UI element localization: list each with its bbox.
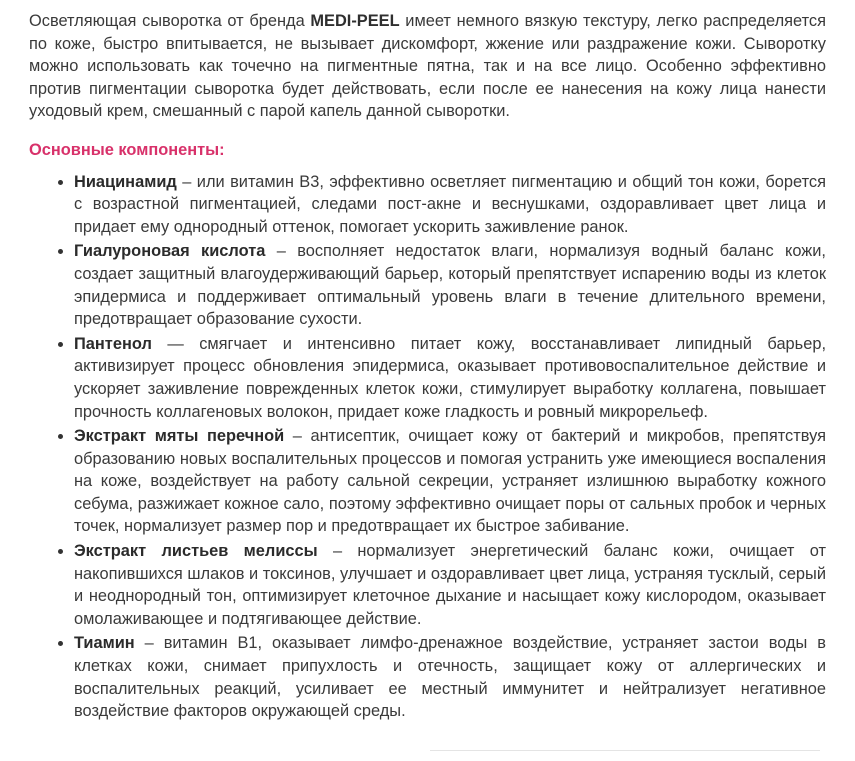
list-item: [74, 171, 826, 239]
component-name: Гиалуроновая кислота: [74, 242, 266, 261]
component-description: – нормализует энергетический баланс кожи, очищает от накопившихся шлаков и токсинов, улучшает и оздоравливает цвет лица, устраняя тусклый, серый и неоднородный тон, оптимизирует клеточное дыхание и насыщает кожу кислородом, оказывает омолаживающее и подтягивающее действие.: [74, 542, 826, 628]
component-name: Экстракт листьев мелиссы: [74, 542, 318, 561]
component-name: Экстракт мяты перечной: [74, 427, 285, 446]
component-description: – антисептик, очищает кожу от бактерий и микробов, препятствуя образованию новых воспалительных процессов и помогая устранить уже имеющиеся воспаления на коже, воздействует на работу сальной секреции, устраняет излишнюю выработку кожного себума, разжижает кожное сало, поэтому эффективно очищает поры от сальных пробок и черных точек, нормализует размер пор и предотвращает их быстрое забивание.: [74, 427, 826, 536]
list-item: [74, 425, 826, 538]
intro-text-before: Осветляющая сыворотка от бренда: [29, 12, 311, 30]
section-heading: Основные компоненты:: [29, 140, 225, 159]
divider: [430, 750, 820, 759]
component-description: — смягчает и интенсивно питает кожу, восстанавливает липидный барьер, активизирует процесс обновления эпидермиса, оказывает противовоспалительное действие и ускоряет заживление поврежденных клеток кожи, стимулирует выработку коллагена, повышает прочность коллагеновых волокон, придает коже гладкость и ровный микрорельеф.: [74, 334, 826, 421]
brand-name: MEDI-PEEL: [310, 12, 400, 30]
list-item: [74, 333, 826, 423]
component-name: Тиамин: [74, 634, 135, 653]
components-list: [29, 171, 826, 723]
component-description: – витамин В1, оказывает лимфо-дренажное воздействие, устраняет застои воды в клетках кожи, снимает припухлость и отечность, защищает кожу от аллергических и воспалительных реакций, усиливает ее местный иммунитет и нейтрализует негативное воздействие факторов окружающей среды.: [74, 634, 826, 721]
list-item: [74, 240, 826, 330]
intro-text-after: имеет немного вязкую текстуру, легко распределяется по коже, быстро впитывается, не вызывает дискомфорт, жжение или раздражение кожи. Сыворотку можно использовать как точечно на пигментные пятна, так и на все лицо. Особенно эффективно против пигментации сыворотка будет действовать, если после ее нанесения на кожу лица нанести уходовый крем, смешанный с парой капель данной сыворотки.: [29, 12, 826, 121]
intro-paragraph: [29, 10, 826, 123]
component-description: – или витамин В3, эффективно осветляет пигментацию и общий тон кожи, борется с возрастной пигментацией, следами пост-акне и веснушками, оздоравливает цвет лица и придает ему однородный оттенок, помогает ускорить заживление ранок.: [74, 172, 826, 236]
list-item: [74, 632, 826, 722]
component-name: Пантенол: [74, 334, 152, 353]
component-description: – восполняет недостаток влаги, нормализуя водный баланс кожи, создает защитный влагоудерживающий барьер, который препятствует испарению воды из клеток эпидермиса и поддерживает оптимальный уровень влаги в течение длительного времени, предотвращает образование сухости.: [74, 242, 826, 329]
component-name: Ниацинамид: [74, 172, 177, 191]
list-item: [74, 540, 826, 630]
